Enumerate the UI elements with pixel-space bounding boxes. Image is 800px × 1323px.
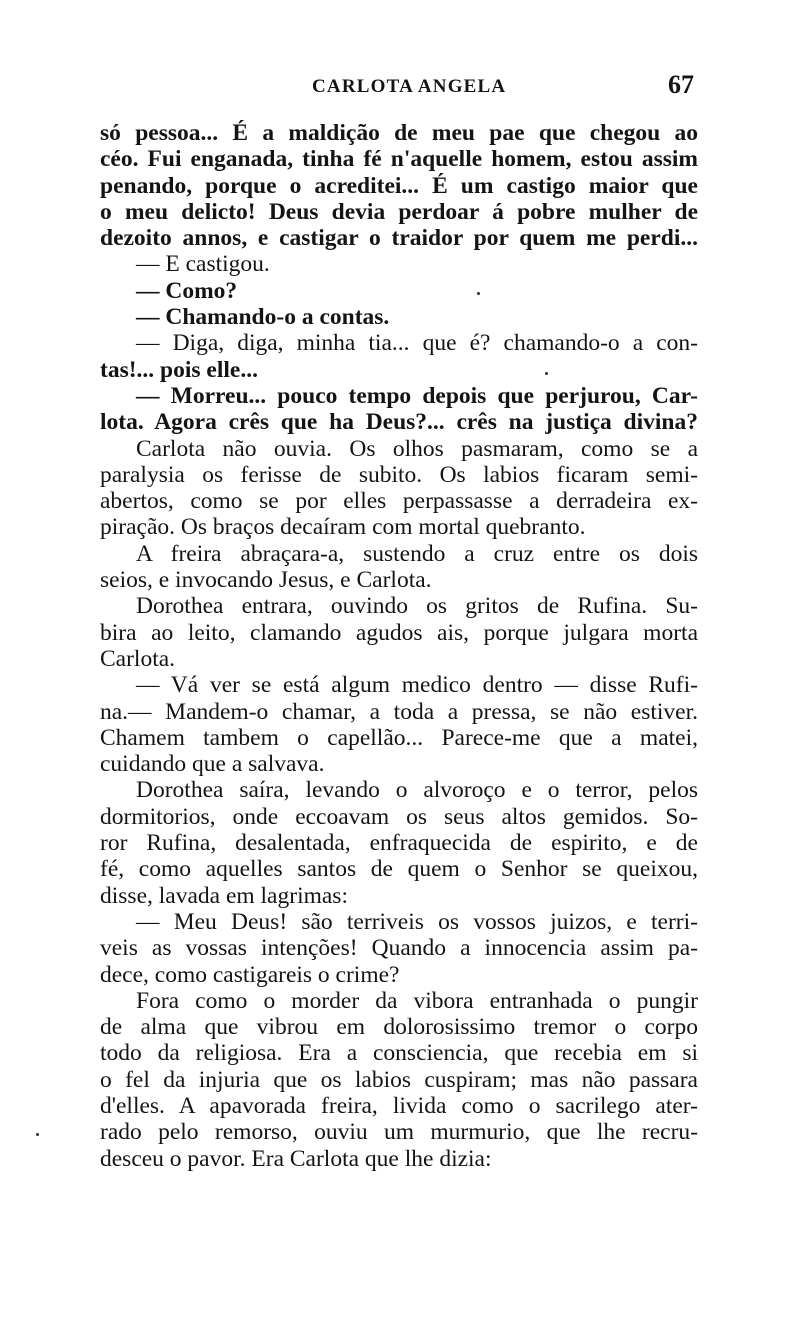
text-line: dece, como castigareis o crime?: [100, 961, 400, 988]
text-line: penando, porque o acreditei... É um castigo maior que: [100, 172, 698, 199]
print-speck: [36, 1133, 39, 1136]
text-line: ror Rufina, desalentada, enfraquecida de espirito, e de: [100, 830, 698, 857]
text-line: lota. Agora crês que ha Deus?... crês na justiça divina?: [100, 409, 698, 436]
running-title: CARLOTA ANGELA: [312, 76, 507, 97]
text-line: de alma que vibrou em dolorosissimo tremor o corpo: [100, 1014, 698, 1041]
text-line: — Morreu... pouco tempo depois que perjurou, Car-: [136, 382, 698, 409]
text-line: Carlota não ouvia. Os olhos pasmaram, como se a: [136, 435, 698, 462]
text-line: desceu o pavor. Era Carlota que lhe dizia:: [100, 1145, 492, 1172]
text-line: disse, lavada em lagrimas:: [100, 882, 348, 909]
print-speck: [477, 292, 480, 295]
text-line: tas!... pois elle...: [100, 356, 258, 383]
text-line: abertos, como se por elles perpassasse a derradeira ex-: [100, 488, 698, 515]
body-text: [100, 120, 698, 1172]
text-line: todo da religiosa. Era a consciencia, que recebia em si: [100, 1040, 698, 1067]
text-line: seios, e invocando Jesus, e Carlota.: [100, 567, 432, 594]
text-line: Chamem tambem o capellão... Parece-me que a matei,: [100, 724, 698, 751]
text-line: cuidando que a salvava.: [100, 751, 325, 778]
text-line: paralysia os ferisse de subito. Os labios ficaram semi-: [100, 461, 698, 488]
text-line: Carlota.: [100, 645, 176, 672]
text-line: piração. Os braços decaíram com mortal quebranto.: [100, 514, 586, 541]
text-line: — Diga, diga, minha tia... que é? chamando-o a con-: [136, 330, 698, 357]
text-line: bira ao leito, clamando agudos ais, porque julgara morta: [100, 619, 698, 646]
text-line: Fora como o morder da vibora entranhada o pungir: [136, 987, 698, 1014]
text-line: na.— Mandem-o chamar, a toda a pressa, se não estiver.: [100, 698, 698, 725]
text-line: veis as vossas intenções! Quando a innocencia assim pa-: [100, 935, 698, 962]
text-line: — Vá ver se está algum medico dentro — disse Rufi-: [136, 672, 698, 699]
text-line: A freira abraçara-a, sustendo a cruz entre os dois: [136, 540, 698, 567]
text-line: — Meu Deus! são terriveis os vossos juizos, e terri-: [136, 908, 698, 935]
text-line: o fel da injuria que os labios cuspiram; mas não passara: [100, 1066, 698, 1093]
print-speck: [545, 372, 548, 375]
text-line: o meu delicto! Deus devia perdoar á pobre mulher de: [100, 198, 698, 225]
text-line: — Chamando-o a contas.: [136, 304, 390, 331]
text-line: só pessoa... É a maldição de meu pae que chegou ao: [100, 120, 698, 146]
text-line: dezoito annos, e castigar o traidor por quem me perdi...: [100, 225, 698, 252]
text-line: fé, como aquelles santos de quem o Senhor se queixou,: [100, 856, 698, 883]
text-line: rado pelo remorso, ouviu um murmurio, que lhe recru-: [100, 1119, 698, 1146]
text-line: Dorothea saíra, levando o alvoroço e o terror, pelos: [136, 777, 698, 804]
text-line: d'elles. A apavorada freira, livida como o sacrilego ater-: [100, 1092, 698, 1119]
page-number: 67: [668, 70, 694, 99]
text-line: céo. Fui enganada, tinha fé n'aquelle homem, estou assim: [100, 146, 698, 173]
text-line: — E castigou.: [136, 251, 270, 278]
text-line: dormitorios, onde eccoavam os seus altos gemidos. So-: [100, 803, 698, 830]
text-line: — Como?: [136, 277, 238, 304]
text-line: Dorothea entrara, ouvindo os gritos de Rufina. Su-: [136, 593, 698, 620]
